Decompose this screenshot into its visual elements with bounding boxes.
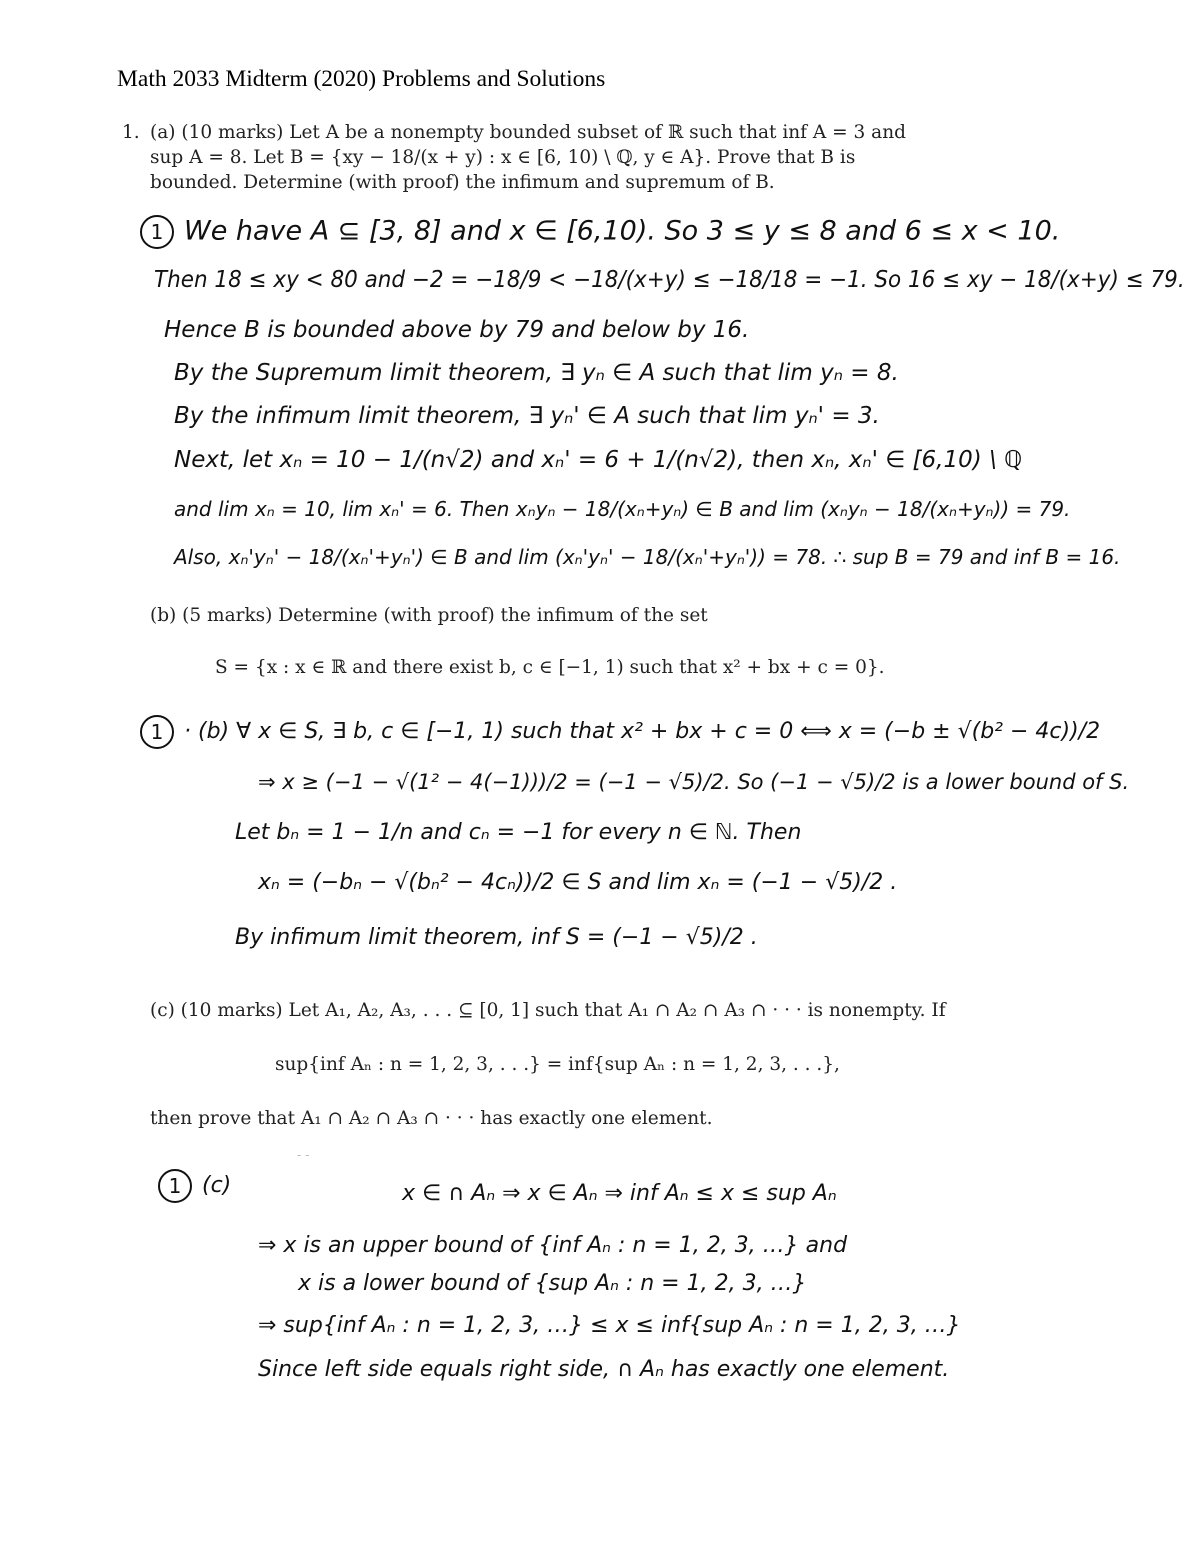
solution-1c-line: x is a lower bound of {sup Aₙ : n = 1, 2, 3, …} [298,1271,807,1296]
problem-1c-line: (c) (10 marks) Let A₁, A₂, A₃, . . . ⊆ [0, 1] such that A₁ ∩ A₂ ∩ A₃ ∩ · · · is nonempty. If [150,1000,946,1021]
solution-1b-line: By infimum limit theorem, inf S = (−1 − √5)/2 . [235,925,758,950]
problem-number: 1. [122,122,140,143]
problem-1a-line: bounded. Determine (with proof) the infimum and supremum of B. [150,172,775,193]
solution-1a-line-1 [140,215,1060,249]
solution-1a [140,215,1185,585]
solution-1c-line: Since left side equals right side, ∩ Aₙ has exactly one element. [258,1357,950,1382]
stray-mark: - - [297,1148,310,1162]
solution-1a-text: We have A ⊆ [3, 8] and x ∈ [6,10). So 3 ≤ y ≤ 8 and 6 ≤ x < 10. [184,215,1061,247]
solution-1b-line: Let bₙ = 1 − 1/n and cₙ = −1 for every n ∈ ℕ. Then [235,820,802,845]
problem-1c-equation: sup{inf Aₙ : n = 1, 2, 3, . . .} = inf{sup Aₙ : n = 1, 2, 3, . . .}, [275,1054,840,1075]
solution-1a-line: Next, let xₙ = 10 − 1/(n√2) and xₙ' = 6 + 1/(n√2), then xₙ, xₙ' ∈ [6,10) \ ℚ [174,447,1023,473]
document-title: Math 2033 Midterm (2020) Problems and Solutions [117,66,606,92]
solution-1a-line: By the infimum limit theorem, ∃ yₙ' ∈ A such that lim yₙ' = 3. [174,403,880,429]
solution-1a-line: Then 18 ≤ xy < 80 and −2 = −18/9 < −18/(x+y) ≤ −18/18 = −1. So 16 ≤ xy − 18/(x+y) ≤ 79. [154,267,1185,293]
circled-one-marker: 1 [140,215,174,249]
solution-1c-header [158,1169,231,1203]
solution-1c [140,1165,1020,1395]
problem-1b-line: (b) (5 marks) Determine (with proof) the infimum of the set [150,605,708,626]
solution-1b-line-1 [140,715,1100,749]
solution-1b-line: xₙ = (−bₙ − √(bₙ² − 4cₙ))/2 ∈ S and lim xₙ = (−1 − √5)/2 . [258,870,898,895]
problem-1c-conclusion: then prove that A₁ ∩ A₂ ∩ A₃ ∩ · · · has exactly one element. [150,1108,713,1129]
solution-1b-text: · (b) ∀ x ∈ S, ∃ b, c ∈ [−1, 1) such that x² + bx + c = 0 ⟺ x = (−b ± √(b² − 4c))/2 [184,719,1101,744]
solution-1b-line: ⇒ x ≥ (−1 − √(1² − 4(−1)))/2 = (−1 − √5)/2. So (−1 − √5)/2 is a lower bound of S. [258,770,1130,794]
solution-1c-line: x ∈ ∩ Aₙ ⇒ x ∈ Aₙ ⇒ inf Aₙ ≤ x ≤ sup Aₙ [402,1181,837,1206]
solution-1c-label: (c) [202,1173,232,1198]
solution-1a-line: Hence B is bounded above by 79 and below by 16. [164,317,750,343]
problem-1a [122,120,1122,200]
circled-one-marker: 1 [140,715,174,749]
solution-1c-line: ⇒ sup{inf Aₙ : n = 1, 2, 3, …} ≤ x ≤ inf{sup Aₙ : n = 1, 2, 3, …} [258,1313,961,1338]
solution-1a-line: By the Supremum limit theorem, ∃ yₙ ∈ A such that lim yₙ = 8. [174,360,899,386]
solution-1b [140,715,1130,965]
solution-1a-line: and lim xₙ = 10, lim xₙ' = 6. Then xₙyₙ − 18/(xₙ+yₙ) ∈ B and lim (xₙyₙ − 18/(xₙ+yₙ)) = 79. [174,497,1071,521]
problem-1a-line: sup A = 8. Let B = {xy − 18/(x + y) : x ∈ [6, 10) \ ℚ, y ∈ A}. Prove that B is [150,147,856,168]
problem-1c [150,998,1150,1028]
problem-1a-line: (a) (10 marks) Let A be a nonempty bounded subset of ℝ such that inf A = 3 and [150,122,906,143]
circled-one-marker: 1 [158,1169,192,1203]
problem-1a-text [150,120,906,195]
problem-1b-set-definition: S = {x : x ∈ ℝ and there exist b, c ∈ [−1, 1) such that x² + bx + c = 0}. [215,657,885,678]
solution-1a-line: Also, xₙ'yₙ' − 18/(xₙ'+yₙ') ∈ B and lim (xₙ'yₙ' − 18/(xₙ'+yₙ')) = 78. ∴ sup B = 79 and inf B = 16. [174,545,1121,569]
solution-1c-line: ⇒ x is an upper bound of {inf Aₙ : n = 1, 2, 3, …} and [258,1233,848,1258]
problem-1b [150,603,1150,633]
